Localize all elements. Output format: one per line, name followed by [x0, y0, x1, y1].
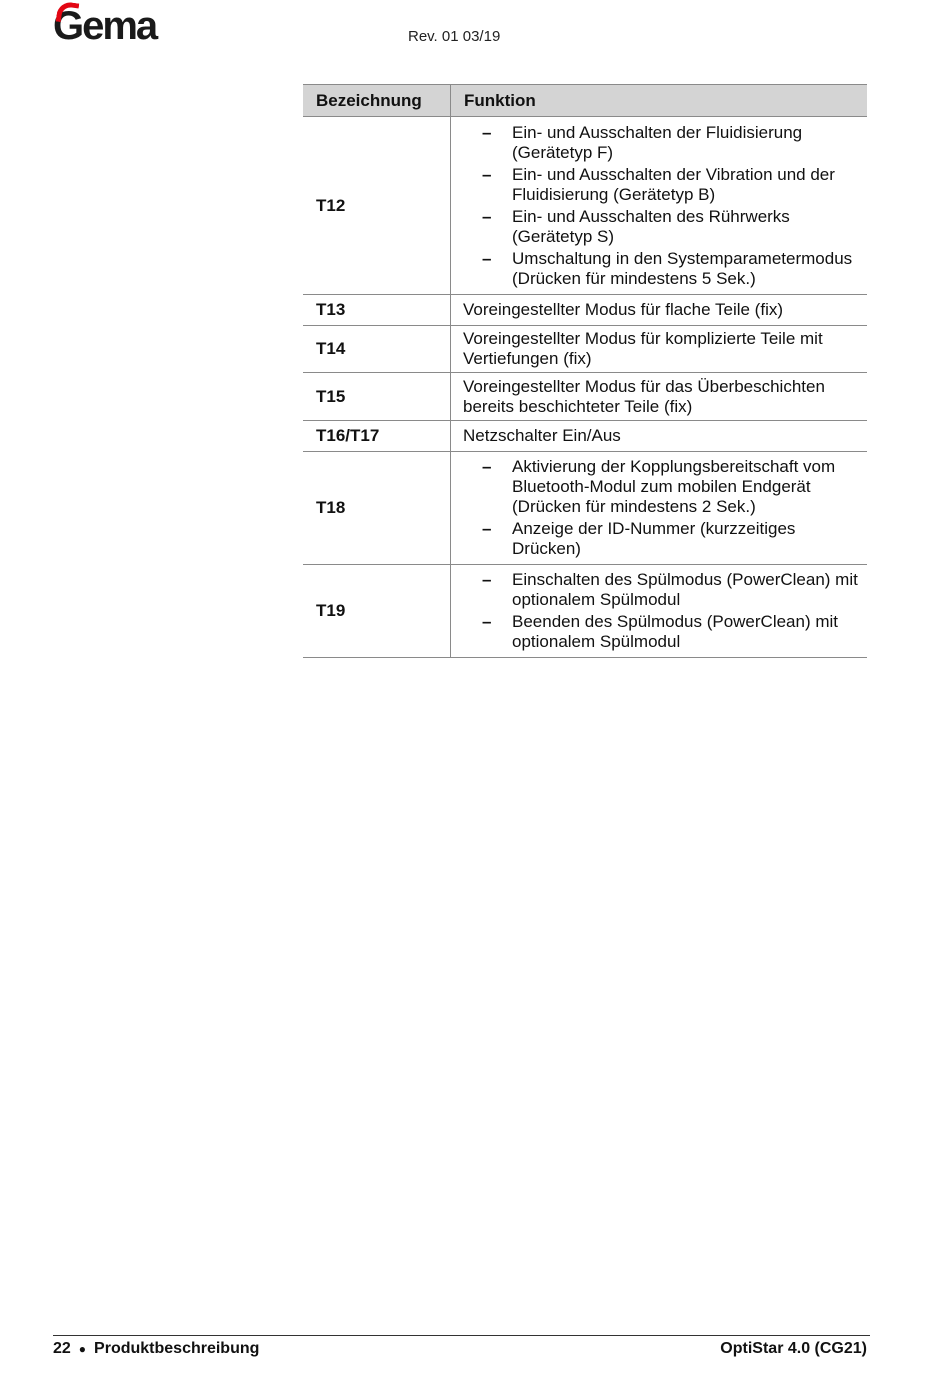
function-list	[463, 457, 859, 559]
table-row	[303, 326, 867, 373]
table-row	[303, 117, 867, 295]
function-item: – Ein- und Ausschalten der Vibration und der Fluidisierung (Gerätetyp B)	[463, 165, 859, 205]
table-row	[303, 373, 867, 421]
row-code: T13	[303, 295, 451, 326]
row-function	[451, 117, 868, 295]
row-code: T19	[303, 565, 451, 658]
row-code: T12	[303, 117, 451, 295]
section-title: Produktbeschreibung	[94, 1340, 260, 1357]
footer-divider	[53, 1335, 870, 1336]
column-header-funktion: Funktion	[451, 85, 868, 117]
logo-text: Gema	[53, 4, 157, 48]
table-row	[303, 295, 867, 326]
function-item: – Ein- und Ausschalten der Fluidisierung (Gerätetyp F)	[463, 123, 859, 163]
row-function: Voreingestellter Modus für flache Teile (fix)	[451, 295, 868, 326]
function-item: – Umschaltung in den Systemparametermodus (Drücken für mindestens 5 Sek.)	[463, 249, 859, 289]
row-code: T15	[303, 373, 451, 421]
table-header-row	[303, 85, 867, 117]
function-item: – Anzeige der ID-Nummer (kurzzeitiges Drücken)	[463, 519, 859, 559]
function-list	[463, 570, 859, 652]
row-function	[451, 565, 868, 658]
button-function-table	[303, 84, 867, 658]
row-function: Voreingestellter Modus für komplizierte Teile mit Vertiefungen (fix)	[451, 326, 868, 373]
row-function	[451, 452, 868, 565]
function-item: – Aktivierung der Kopplungsbereitschaft vom Bluetooth-Modul zum mobilen Endgerät (Drücken für mindestens 2 Sek.)	[463, 457, 859, 517]
row-code: T18	[303, 452, 451, 565]
page-number: 22	[53, 1340, 71, 1357]
function-item: – Ein- und Ausschalten des Rührwerks (Gerätetyp S)	[463, 207, 859, 247]
function-list	[463, 123, 859, 289]
gema-logo	[53, 2, 156, 50]
column-header-bezeichnung: Bezeichnung	[303, 85, 451, 117]
bullet-icon: ●	[78, 1342, 87, 1356]
revision-label: Rev. 01 03/19	[408, 28, 501, 45]
row-code: T14	[303, 326, 451, 373]
table-row	[303, 565, 867, 658]
row-function: Voreingestellter Modus für das Überbeschichten bereits beschichteter Teile (fix)	[451, 373, 868, 421]
footer-left	[53, 1340, 259, 1358]
table-row	[303, 421, 867, 452]
row-function: Netzschalter Ein/Aus	[451, 421, 868, 452]
product-name: OptiStar 4.0 (CG21)	[720, 1340, 867, 1357]
function-item: – Einschalten des Spülmodus (PowerClean) mit optionalem Spülmodul	[463, 570, 859, 610]
table-row	[303, 452, 867, 565]
row-code: T16/T17	[303, 421, 451, 452]
function-item: – Beenden des Spülmodus (PowerClean) mit optionalem Spülmodul	[463, 612, 859, 652]
